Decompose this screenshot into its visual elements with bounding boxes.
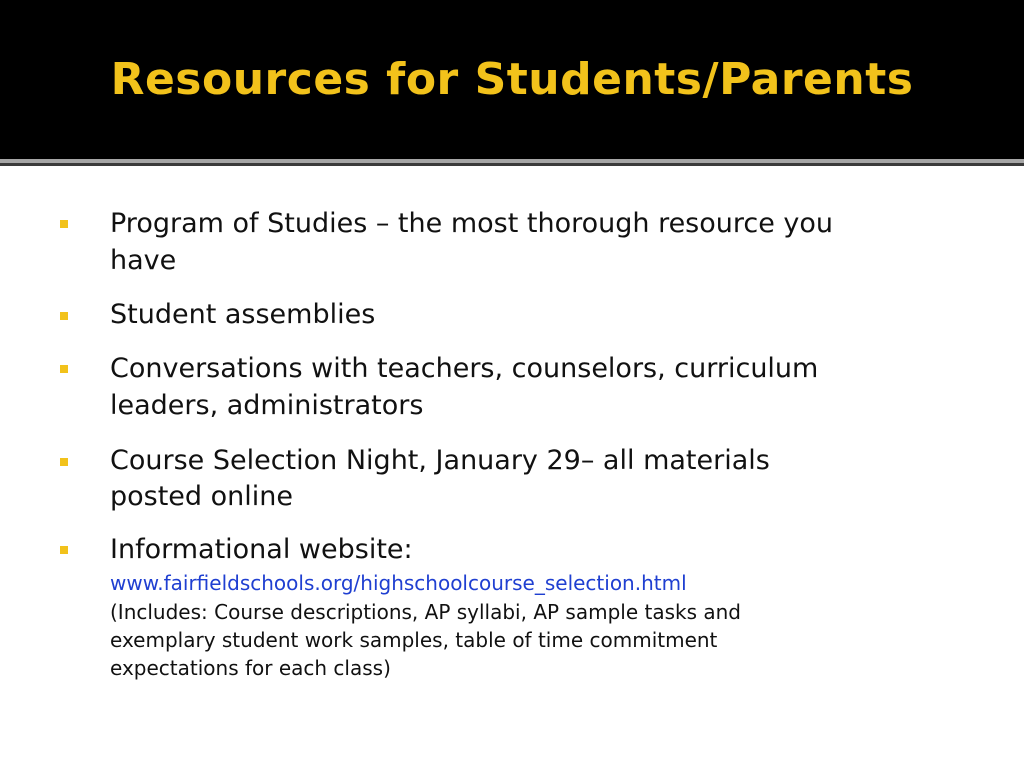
bullet-4-line-2: posted online bbox=[110, 481, 294, 512]
website-note-line-3: expectations for each class) bbox=[110, 656, 391, 680]
bullet-2-line-1: Student assemblies bbox=[110, 299, 376, 330]
website-note-line-2: exemplary student work samples, table of time commitment bbox=[110, 628, 718, 652]
bullet-1-line-2: have bbox=[110, 245, 177, 276]
square-bullet-icon bbox=[60, 458, 68, 466]
square-bullet-icon bbox=[60, 546, 68, 554]
bullet-1-line-1: Program of Studies – the most thorough resource you bbox=[110, 208, 834, 239]
website-link[interactable]: www.fairfieldschools.org/highschoolcourse_selection.html bbox=[110, 571, 687, 595]
website-note-line-1: (Includes: Course descriptions, AP syllabi, AP sample tasks and bbox=[110, 600, 742, 624]
bullet-3-line-2: leaders, administrators bbox=[110, 390, 424, 421]
square-bullet-icon bbox=[60, 220, 68, 228]
bullet-4-line-1: Course Selection Night, January 29– all materials bbox=[110, 445, 770, 476]
square-bullet-icon bbox=[60, 365, 68, 373]
slide-title: Resources for Students/Parents bbox=[110, 54, 914, 105]
bullet-3-line-1: Conversations with teachers, counselors, curriculum bbox=[110, 353, 819, 384]
bullet-5-line-1: Informational website: bbox=[110, 534, 413, 565]
square-bullet-icon bbox=[60, 312, 68, 320]
